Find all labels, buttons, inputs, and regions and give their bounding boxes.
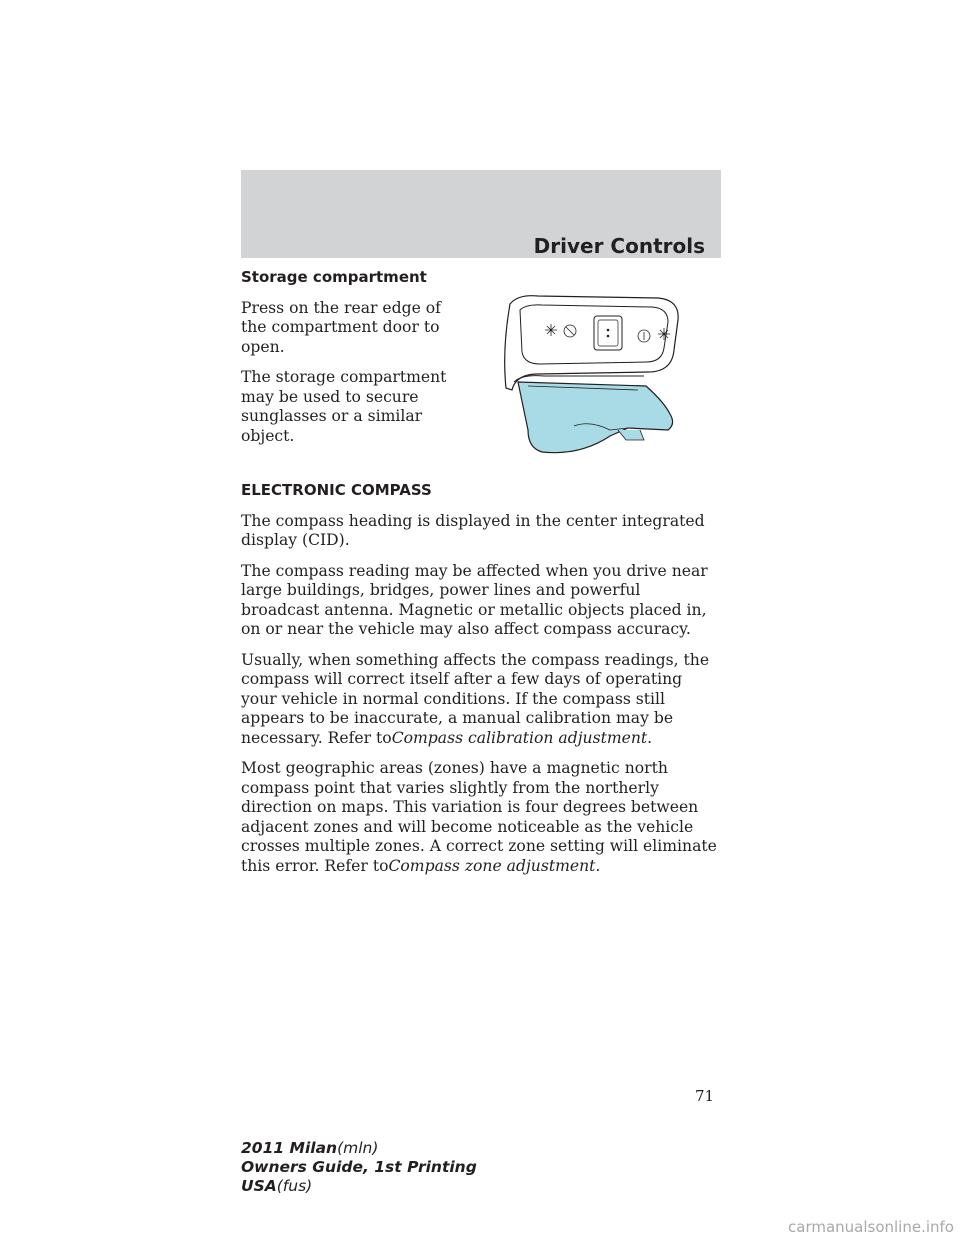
footer-model-code: (mln) bbox=[337, 1139, 379, 1157]
section-header-band bbox=[241, 170, 721, 258]
compass-para-4-text: Most geographic areas (zones) have a magnetic north compass point that varies slightly from the northerly direction on maps. This variation is four degrees between adjacent zones and will become noticeable as the vehicle crosses multiple zones. A correct zone setting will eliminate this error. Refer to bbox=[241, 759, 717, 875]
zone-reference: Compass zone adjustment bbox=[388, 856, 596, 875]
page-number: 71 bbox=[695, 1087, 715, 1105]
compass-para-4-end: . bbox=[595, 856, 601, 875]
print-footer bbox=[241, 1139, 477, 1196]
footer-model: 2011 Milan bbox=[241, 1139, 338, 1157]
compass-heading: ELECTRONIC COMPASS bbox=[241, 481, 432, 499]
compass-para-3-end: . bbox=[647, 728, 653, 747]
footer-edition: Owners Guide, 1st Printing bbox=[241, 1158, 477, 1176]
compass-para-3-text: Usually, when something affects the compass readings, the compass will correct itself after a few days of operating your vehicle in normal conditions. If the compass still appears to be inaccurate, a manual calibration may be necessary. Refer to bbox=[241, 650, 710, 747]
section-title: Driver Controls bbox=[533, 234, 705, 258]
calibration-reference: Compass calibration adjustment bbox=[391, 728, 648, 747]
compass-para-4 bbox=[241, 759, 721, 876]
storage-para-1: Press on the rear edge of the compartment door to open. bbox=[241, 298, 441, 356]
footer-market: USA bbox=[241, 1177, 277, 1195]
storage-para-2: The storage compartment may be used to secure sunglasses or a similar object. bbox=[241, 368, 447, 445]
compass-para-3 bbox=[241, 651, 721, 749]
compass-section bbox=[241, 481, 721, 887]
overhead-console-illustration bbox=[498, 290, 682, 460]
compass-para-2: The compass reading may be affected when you drive near large buildings, bridges, power lines and powerful broadcast antenna. Magnetic or metallic objects placed in, on or near the vehicle may also affect compass accuracy. bbox=[241, 561, 708, 638]
footer-market-code: (fus) bbox=[276, 1177, 313, 1195]
watermark: carmanualsonline.info bbox=[788, 1218, 954, 1236]
compass-para-1: The compass heading is displayed in the center integrated display (CID). bbox=[241, 511, 705, 549]
storage-heading: Storage compartment bbox=[241, 268, 427, 286]
